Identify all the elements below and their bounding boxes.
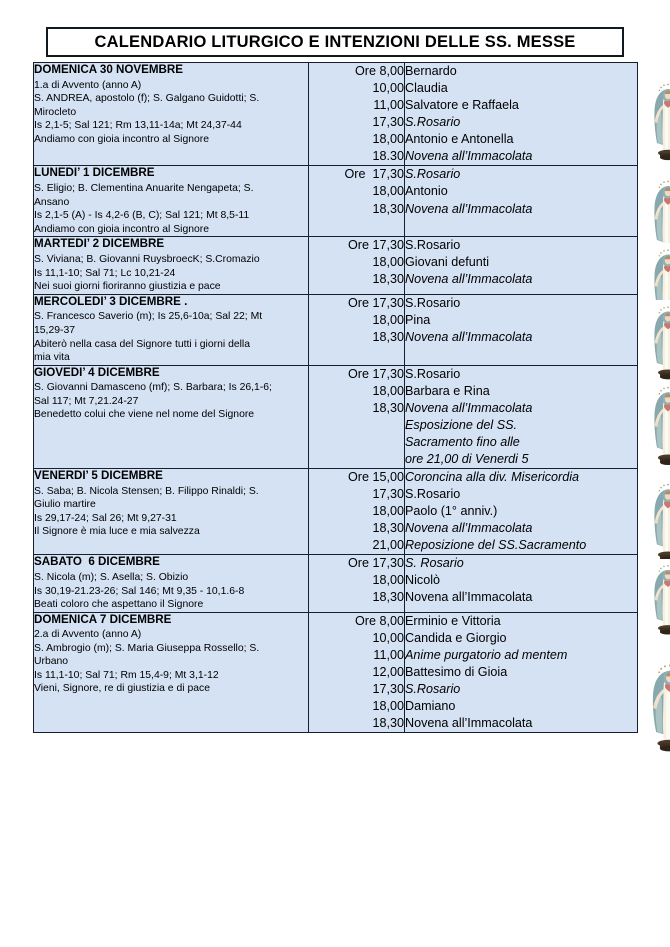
mass-intention: ore 21,00 di Venerdi 5 xyxy=(405,451,529,466)
madonna-immacolata-statue-icon xyxy=(645,174,670,262)
mass-intention: Claudia xyxy=(405,81,448,96)
mass-time: Ore 17,30 xyxy=(347,238,404,253)
day-detail-line: Mirocleto xyxy=(34,106,77,118)
intentions-cell xyxy=(405,294,638,365)
mass-intention: Novena all’Immacolata xyxy=(405,149,533,164)
day-detail-line: Is 11,1-10; Sal 71; Lc 10,21-24 xyxy=(34,267,176,279)
day-detail-line: 1.a di Avvento (anno A) xyxy=(34,79,142,91)
mass-time: Ore 17,30 xyxy=(347,295,404,310)
intentions-cell xyxy=(405,555,638,612)
mass-time: 10,00 xyxy=(372,81,404,96)
day-title: DOMENICA 7 DICEMBRE xyxy=(34,612,172,626)
mass-time: 18,00 xyxy=(372,504,404,519)
mass-time: 18,00 xyxy=(372,255,404,270)
mass-time: 11,00 xyxy=(373,98,404,113)
time-cell xyxy=(309,166,405,237)
time-cell xyxy=(309,63,405,166)
intentions-cell xyxy=(405,166,638,237)
mass-intention: S.Rosario xyxy=(405,295,461,310)
mass-time: 18,30 xyxy=(372,329,404,344)
day-detail-line: Is 11,1-10; Sal 71; Rm 15,4-9; Mt 3,1-12 xyxy=(34,669,219,681)
mass-intention: Pina xyxy=(405,312,431,327)
mass-intention: Salvatore e Raffaela xyxy=(405,98,519,113)
day-cell xyxy=(34,468,309,554)
day-detail-line: S. Saba; B. Nicola Stensen; B. Filippo Rinaldi; S. xyxy=(34,485,259,497)
day-detail-line: Giulio martire xyxy=(34,499,96,511)
time-cell xyxy=(309,555,405,612)
mass-intention: Novena all’Immacolata xyxy=(405,590,533,605)
mass-time: Ore 17,30 xyxy=(347,366,404,381)
mass-time: Ore 8,00 xyxy=(354,64,404,78)
day-cell xyxy=(34,237,309,294)
table-row xyxy=(34,555,638,612)
madonna-immacolata-statue-icon xyxy=(645,559,670,639)
mass-intention: S.Rosario xyxy=(405,238,461,253)
day-detail-line: Benedetto colui che viene nel nome del Signore xyxy=(34,409,255,421)
mass-time: 18,00 xyxy=(372,312,404,327)
day-cell xyxy=(34,294,309,365)
mass-intention: S.Rosario xyxy=(405,167,461,182)
mass-intention: S.Rosario xyxy=(405,681,461,696)
mass-intention: Giovani defunti xyxy=(405,255,490,270)
mass-intention: Novena all’Immacolata xyxy=(405,521,533,536)
mass-time: 18,00 xyxy=(372,573,404,588)
table-row xyxy=(34,468,638,554)
calendar-rows xyxy=(34,63,638,733)
time-cell xyxy=(309,237,405,294)
mass-intention: Battesimo di Gioia xyxy=(405,664,508,679)
mass-time: Ore 17,30 xyxy=(344,167,404,182)
mass-intention: Novena all’Immacolata xyxy=(405,272,533,287)
mass-time: 11,00 xyxy=(373,647,404,662)
table-row xyxy=(34,294,638,365)
mass-intention: S.Rosario xyxy=(405,486,461,501)
mass-time: 18,30 xyxy=(372,521,404,536)
mass-time: Ore 17,30 xyxy=(347,556,404,571)
day-detail-line: Abiterò nella casa del Signore tutti i giorni della xyxy=(34,338,251,350)
table-row xyxy=(34,612,638,732)
mass-time: 18,00 xyxy=(372,383,404,398)
mass-time: 12,00 xyxy=(372,664,404,679)
mass-intention: Coroncina alla div. Misericordia xyxy=(405,469,580,484)
day-detail-line: S. Ambrogio (m); S. Maria Giuseppa Rossello; S. xyxy=(34,642,260,654)
madonna-immacolata-statue-icon xyxy=(645,380,670,470)
day-detail-line: Vieni, Signore, re di giustizia e di pace xyxy=(34,683,210,695)
mass-time: 18,30 xyxy=(372,201,404,216)
day-detail-line: Andiamo con gioia incontro al Signore xyxy=(34,223,210,235)
madonna-immacolata-statue-icon xyxy=(645,300,670,384)
madonna-immacolata-statue-icon xyxy=(645,477,670,567)
day-title: LUNEDI’ 1 DICEMBRE xyxy=(34,166,155,180)
mass-intention: S.Rosario xyxy=(405,115,461,130)
mass-time: 18,00 xyxy=(372,184,404,199)
table-row xyxy=(34,365,638,468)
day-title: GIOVEDI’ 4 DICEMBRE xyxy=(34,365,160,379)
day-cell xyxy=(34,63,309,166)
mass-time: 17,30 xyxy=(372,486,404,501)
day-title: SABATO 6 DICEMBRE xyxy=(34,555,160,569)
day-detail-line: S. Giovanni Damasceno (mf); S. Barbara; Is 26,1-6; xyxy=(34,382,272,394)
day-detail-line: Ansano xyxy=(34,196,70,208)
day-detail-line: Is 29,17-24; Sal 26; Mt 9,27-31 xyxy=(34,512,177,524)
day-detail-line: Is 2,1-5 (A) - Is 4,2-6 (B, C); Sal 121; Mt 8,5-11 xyxy=(34,210,250,222)
mass-time: 17,30 xyxy=(372,115,404,130)
intentions-cell xyxy=(405,63,638,166)
page-title: CALENDARIO LITURGICO E INTENZIONI DELLE SS. MESSE xyxy=(94,32,576,51)
mass-intention: Erminio e Vittoria xyxy=(405,613,501,628)
intentions-cell xyxy=(405,365,638,468)
time-cell xyxy=(309,365,405,468)
mass-intention: Novena all’Immacolata xyxy=(405,715,533,730)
mass-intention: Candida e Giorgio xyxy=(405,630,507,645)
mass-intention: Damiano xyxy=(405,698,456,713)
mass-time: 18,30 xyxy=(372,590,404,605)
day-detail-line: Sal 117; Mt 7,21.24-27 xyxy=(34,395,139,407)
mass-time: Ore 8,00 xyxy=(354,613,404,628)
day-cell xyxy=(34,555,309,612)
mass-intention: S. Rosario xyxy=(405,556,464,571)
mass-intention: Antonio xyxy=(405,184,448,199)
mass-intention: S.Rosario xyxy=(405,366,461,381)
day-detail-line: 15,29-37 xyxy=(34,324,76,336)
mass-time: 18,00 xyxy=(372,132,404,147)
day-detail-line: S. Viviana; B. Giovanni RuysbroecK; S.Cromazio xyxy=(34,254,260,266)
mass-time: 18,30 xyxy=(372,400,404,415)
mass-time: 18,30 xyxy=(372,272,404,287)
madonna-immacolata-statue-icon xyxy=(641,657,670,757)
day-title: MARTEDI’ 2 DICEMBRE xyxy=(34,237,165,251)
day-cell xyxy=(34,365,309,468)
day-title: VENERDI’ 5 DICEMBRE xyxy=(34,468,163,482)
mass-intention: Antonio e Antonella xyxy=(405,132,514,147)
intentions-cell xyxy=(405,612,638,732)
day-detail-line: Beati coloro che aspettano il Signore xyxy=(34,599,204,611)
mass-intention: Novena all’Immacolata xyxy=(405,329,533,344)
day-title: DOMENICA 30 NOVEMBRE xyxy=(34,63,184,76)
day-detail-line: mia vita xyxy=(34,352,70,364)
day-detail-line: S. Francesco Saverio (m); Is 25,6-10a; Sal 22; Mt xyxy=(34,311,263,323)
intentions-cell xyxy=(405,468,638,554)
mass-intention: Novena all’Immacolata xyxy=(405,201,533,216)
table-row xyxy=(34,237,638,294)
mass-intention: Bernardo xyxy=(405,64,457,78)
mass-intention: Anime purgatorio ad mentem xyxy=(405,647,568,662)
day-detail-line: Is 2,1-5; Sal 121; Rm 13,11-14a; Mt 24,37-44 xyxy=(34,120,242,132)
madonna-immacolata-statue-icon xyxy=(645,243,670,327)
mass-time: 17,30 xyxy=(372,681,404,696)
day-detail-line: Is 30,19-21.23-26; Sal 146; Mt 9,35 - 10,1.6-8 xyxy=(34,585,245,597)
day-detail-line: S. Eligio; B. Clementina Anuarite Nengapeta; S. xyxy=(34,183,254,195)
mass-intention: Sacramento fino alle xyxy=(405,434,520,449)
page-title-box xyxy=(46,27,624,57)
madonna-immacolata-statue-icon xyxy=(645,77,670,165)
day-detail-line: Il Signore è mia luce e mia salvezza xyxy=(34,526,200,538)
time-cell xyxy=(309,468,405,554)
day-detail-line: 2.a di Avvento (anno A) xyxy=(34,629,142,641)
day-detail-line: S. ANDREA, apostolo (f); S. Galgano Guidotti; S. xyxy=(34,93,260,105)
mass-time: 10,00 xyxy=(372,630,404,645)
mass-intention: Esposizione del SS. xyxy=(405,417,518,432)
mass-intention: Reposizione del SS.Sacramento xyxy=(405,538,587,553)
table-row xyxy=(34,63,638,166)
day-detail-line: Andiamo con gioia incontro al Signore xyxy=(34,133,210,145)
mass-intention: Barbara e Rina xyxy=(405,383,490,398)
time-cell xyxy=(309,294,405,365)
mass-intention: Paolo (1° anniv.) xyxy=(405,504,498,519)
mass-time: 21,00 xyxy=(372,538,404,553)
intentions-cell xyxy=(405,237,638,294)
day-detail-line: S. Nicola (m); S. Asella; S. Obizio xyxy=(34,572,189,584)
liturgical-calendar-table xyxy=(33,62,638,733)
mass-intention: Nicolò xyxy=(405,573,440,588)
day-title: MERCOLEDI’ 3 DICEMBRE . xyxy=(34,294,188,308)
mass-time: 18,00 xyxy=(372,698,404,713)
day-detail-line: Urbano xyxy=(34,656,69,668)
time-cell xyxy=(309,612,405,732)
mass-time: 18.30 xyxy=(372,149,404,164)
day-detail-line: Nei suoi giorni fioriranno giustizia e pace xyxy=(34,281,221,293)
day-cell xyxy=(34,166,309,237)
table-row xyxy=(34,166,638,237)
day-cell xyxy=(34,612,309,732)
mass-time: 18,30 xyxy=(372,715,404,730)
mass-time: Ore 15,00 xyxy=(347,469,404,484)
mass-intention: Novena all’Immacolata xyxy=(405,400,533,415)
